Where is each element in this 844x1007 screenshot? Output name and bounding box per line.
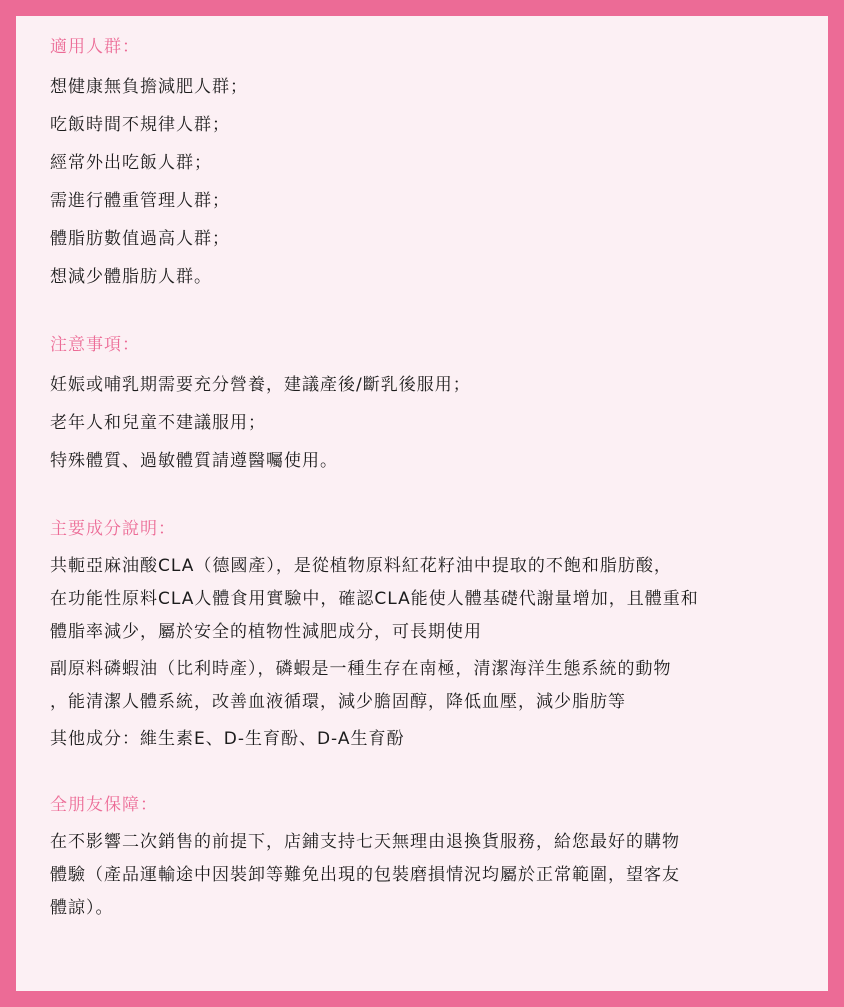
paragraph-line: 共軛亞麻油酸CLA（德國產），是從植物原料紅花籽油中提取的不飽和脂肪酸， xyxy=(50,556,672,576)
section-heading: 全朋友保障： xyxy=(50,795,158,815)
section-heading: 注意事項： xyxy=(50,335,140,355)
list-item: 吃飯時間不規律人群； xyxy=(50,115,230,135)
paragraph xyxy=(50,550,828,649)
section-heading: 適用人群： xyxy=(50,37,140,57)
info-card xyxy=(16,16,828,991)
precautions-section xyxy=(50,328,828,480)
paragraph-line: 在不影響二次銷售的前提下，店鋪支持七天無理由退換貨服務，給您最好的購物 xyxy=(50,832,680,852)
list-item: 想健康無負擔減肥人群； xyxy=(50,77,248,97)
paragraph-line: 體諒）。 xyxy=(50,898,114,918)
paragraph-line: 體脂率減少，屬於安全的植物性減肥成分，可長期使用 xyxy=(50,622,482,642)
list-item: 老年人和兒童不建議服用； xyxy=(50,413,266,433)
guarantee-section xyxy=(50,788,828,925)
list-item: 需進行體重管理人群； xyxy=(50,191,230,211)
list-item: 特殊體質、過敏體質請遵醫囑使用。 xyxy=(50,451,338,471)
section-heading: 主要成分說明： xyxy=(50,519,176,539)
list-item: 想減少體脂肪人群。 xyxy=(50,267,212,287)
ingredients-section xyxy=(50,512,828,756)
paragraph-line: 在功能性原料CLA人體食用實驗中，確認CLA能使人體基礎代謝量增加，且體重和 xyxy=(50,589,699,609)
paragraph-line: 其他成分：維生素E、D-生育酚、D-A生育酚 xyxy=(50,729,405,749)
target-group-section xyxy=(50,30,828,296)
paragraph xyxy=(50,723,828,756)
list-item: 妊娠或哺乳期需要充分營養，建議產後/斷乳後服用； xyxy=(50,375,471,395)
list-item: 經常外出吃飯人群； xyxy=(50,153,212,173)
paragraph-line: 體驗（產品運輸途中因裝卸等難免出現的包裝磨損情況均屬於正常範圍，望客友 xyxy=(50,865,680,885)
paragraph xyxy=(50,653,828,719)
list-item: 體脂肪數值過高人群； xyxy=(50,229,230,249)
paragraph-line: ，能清潔人體系統，改善血液循環，減少膽固醇，降低血壓，減少脂肪等 xyxy=(50,692,626,712)
paragraph-line: 副原料磷蝦油（比利時產），磷蝦是一種生存在南極，清潔海洋生態系統的動物 xyxy=(50,659,672,679)
paragraph xyxy=(50,826,828,925)
